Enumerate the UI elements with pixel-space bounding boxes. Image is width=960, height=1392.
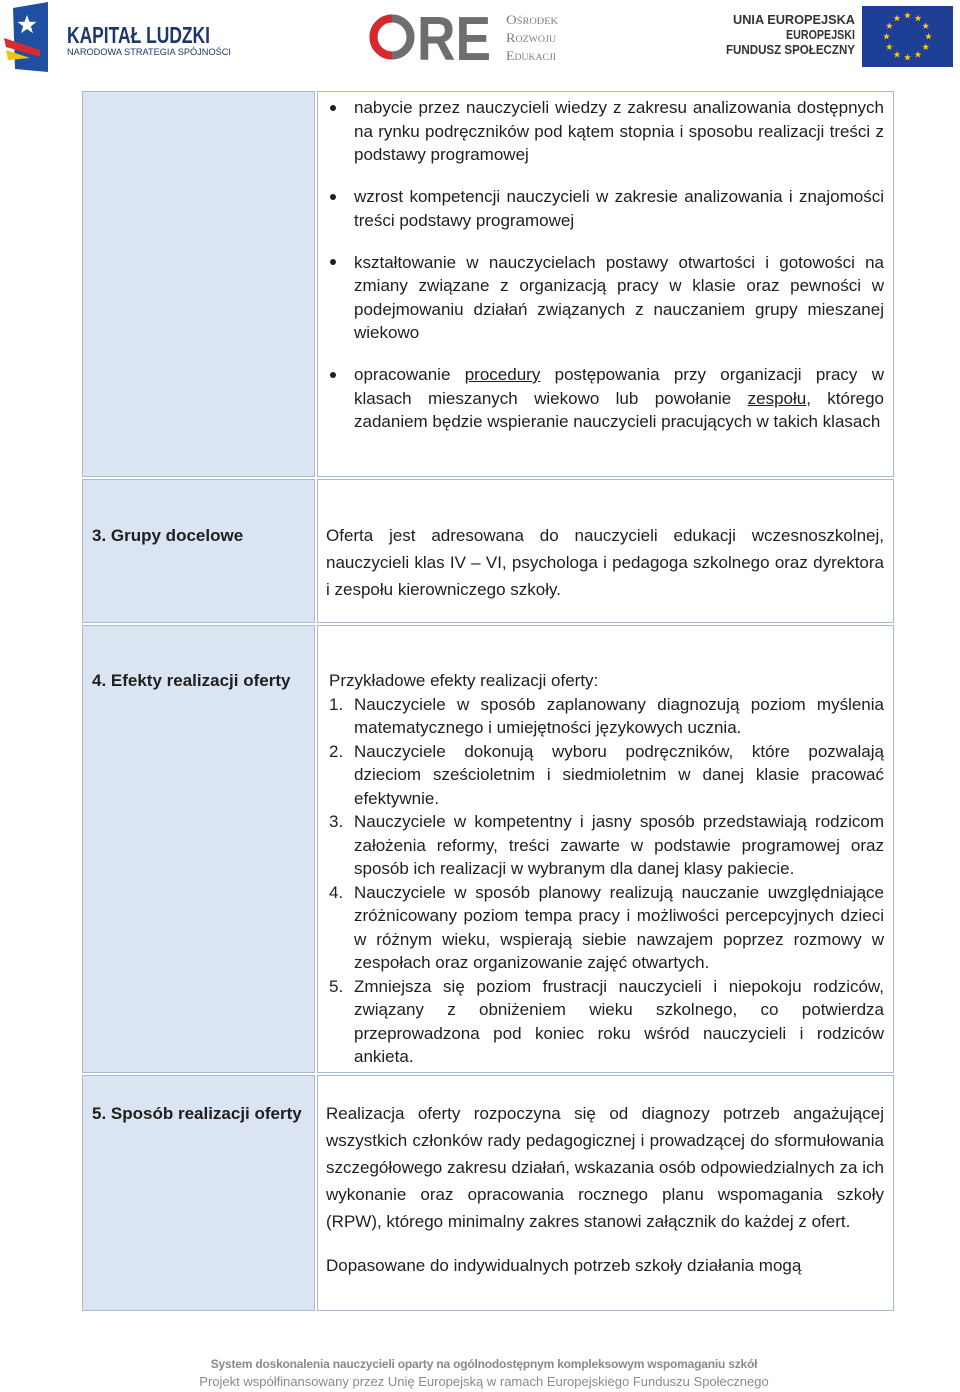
ore-logo-line: Edukacji bbox=[506, 48, 556, 63]
effects-intro: Przykładowe efekty realizacji oferty: bbox=[329, 671, 599, 690]
effect-text: Nauczyciele w kompetentny i jasny sposób przedstawiają rodzicom założenia reformy, treści zawarte w podstawie programowej oraz sposób ich realizacji w wybranym dla danej klasy pakiecie. bbox=[354, 812, 884, 878]
page-footer bbox=[0, 1355, 960, 1391]
effect-item bbox=[329, 693, 884, 740]
implementation-paragraph: Realizacja oferty rozpoczyna się od diagnozy potrzeb angażującej wszystkich członków rady pedagogicznej i prowadzącej do sformułowania szczegółowego zakresu działań, wskazania osób odpowiedzialnych za ich wykonanie oraz opracowania rocznego planu wspomagania szkoły (RPW), którego minimalny zakres stanowi załącznik do każdej z ofert. bbox=[326, 1103, 884, 1231]
bullet-icon bbox=[330, 194, 336, 200]
text-segment: postępowania przy organizacji pracy w klasach mieszanych wiekowo lub powołanie bbox=[354, 365, 885, 408]
ore-logo bbox=[360, 0, 570, 75]
bullet-icon bbox=[330, 105, 336, 111]
underlined-word: zespołu bbox=[747, 388, 807, 408]
item-number: 1. bbox=[329, 694, 344, 714]
objective-item bbox=[318, 185, 884, 232]
objective-text: kształtowanie w nauczycielach postawy otwartości i gotowości na zmiany związane z organizacją pracy w klasie oraz pewności w podejmowaniu działań związanych z nauczaniem grupy mieszanej wiekowo bbox=[354, 252, 884, 342]
implementation-paragraph: Dopasowane do indywidualnych potrzeb szkoły działania mogą bbox=[326, 1255, 802, 1275]
effects-label-cell bbox=[82, 625, 315, 1073]
eu-logo-line: UNIA EUROPEJSKA bbox=[733, 12, 856, 27]
objectives-list bbox=[318, 92, 893, 434]
objectives-content-cell bbox=[317, 91, 894, 477]
ore-mark-letters: RE bbox=[417, 5, 491, 74]
item-number: 4. bbox=[329, 882, 344, 902]
eu-logo bbox=[700, 0, 960, 75]
bullet-icon bbox=[330, 372, 336, 378]
effect-item bbox=[329, 810, 884, 881]
eu-logo-line: FUNDUSZ SPOŁECZNY bbox=[726, 43, 856, 57]
target-groups-label-cell bbox=[82, 479, 315, 623]
kapital-ludzki-emblem-icon bbox=[4, 2, 48, 72]
effect-text: Zmniejsza się poziom frustracji nauczycieli i niepokoju rodziców, związany z obniżeniem wieku szkolnego, co potwierdza przeprowadzona pod koniec roku wśród nauczycieli i rodziców ankieta. bbox=[354, 976, 884, 1066]
effect-text: Nauczyciele w sposób zaplanowany diagnozują poziom myślenia matematycznego i umiejętności językowych ucznia. bbox=[354, 694, 884, 737]
effect-text: Nauczyciele dokonują wyboru podręczników, które pozwalają dzieciom sześcioletnim i siedmioletnim w danej klasie pracować efektywnie. bbox=[354, 741, 884, 808]
eu-flag-icon bbox=[862, 6, 953, 67]
objective-item bbox=[318, 96, 884, 167]
effect-text: Nauczyciele w sposób planowy realizują nauczanie uwzględniające zróżnicowany poziom tempa pracy i możliwości percepcyjnych dzieci w różnym wieku, wspierają siebie nawzajem poprzez rozmowy w zespołach oraz organizowanie zajęć otwartych. bbox=[354, 882, 884, 972]
row-label: 4. Efekty realizacji oferty bbox=[92, 671, 291, 690]
objective-text bbox=[354, 365, 884, 431]
bullet-icon bbox=[330, 259, 336, 265]
target-groups-content-cell bbox=[317, 479, 894, 623]
text-segment: , którego zadaniem będzie wspieranie nauczycieli pracujących w takich klasach bbox=[354, 388, 884, 431]
kapital-ludzki-logo bbox=[0, 0, 240, 78]
effects-list bbox=[329, 693, 884, 1069]
footer-program-line: System doskonalenia nauczycieli oparty na ogólnodostępnym kompleksowym wspomaganiu szkół bbox=[210, 1357, 758, 1371]
effect-item bbox=[329, 740, 884, 811]
objective-item bbox=[318, 363, 884, 434]
eu-logo-line: EUROPEJSKI bbox=[786, 28, 855, 42]
objective-text: wzrost kompetencji nauczycieli w zakresie analizowania i znajomości treści podstawy programowej bbox=[354, 187, 884, 230]
row-label: 5. Sposób realizacji oferty bbox=[92, 1103, 302, 1123]
item-number: 5. bbox=[329, 976, 344, 996]
kl-logo-title: KAPITAŁ LUDZKI bbox=[67, 22, 210, 48]
implementation-label-cell bbox=[82, 1075, 315, 1311]
item-number: 2. bbox=[329, 741, 344, 761]
effects-content bbox=[318, 626, 893, 1069]
objective-text: nabycie przez nauczycieli wiedzy z zakresu analizowania dostępnych na rynku podręczników pod kątem stopnia i sposobu realizacji treści z podstawy programowej bbox=[354, 98, 884, 164]
row-label: 3. Grupy docelowe bbox=[92, 525, 244, 545]
underlined-word: procedury bbox=[464, 365, 541, 384]
item-number: 3. bbox=[329, 812, 344, 831]
target-groups-text: Oferta jest adresowana do nauczycieli edukacji wczesnoszkolnej, nauczycieli klas IV – VI, psychologa i pedagoga szkolnego oraz dyrektora i zespołu kierowniczego szkoły. bbox=[326, 525, 884, 599]
objectives-label-cell bbox=[82, 91, 315, 477]
implementation-content-cell bbox=[317, 1075, 894, 1311]
ore-ring-icon bbox=[374, 19, 411, 56]
text-segment: opracowanie bbox=[354, 365, 465, 384]
effect-item bbox=[329, 975, 884, 1069]
effect-item bbox=[329, 881, 884, 975]
ore-logo-line: Ośrodek bbox=[506, 12, 559, 27]
footer-funding-line: Projekt współfinansowany przez Unię Europejską w ramach Europejskiego Funduszu Społecznego bbox=[199, 1374, 769, 1389]
kl-logo-subtitle: NARODOWA STRATEGIA SPÓJNOŚCI bbox=[67, 47, 228, 57]
objective-item bbox=[318, 251, 884, 345]
effects-content-cell bbox=[317, 625, 894, 1073]
ore-logo-line: Rozwoju bbox=[506, 30, 557, 45]
